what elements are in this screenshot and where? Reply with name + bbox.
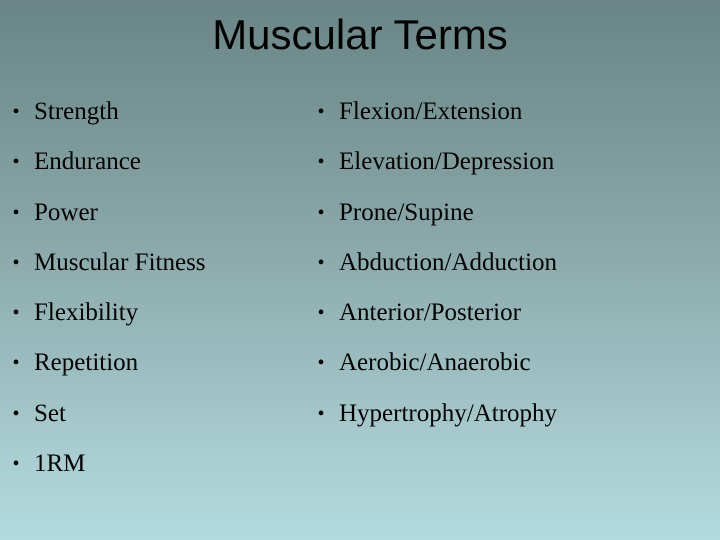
list-item-label: Elevation/Depression: [339, 148, 555, 176]
list-item: [8, 235, 298, 285]
list-item: [8, 84, 298, 134]
left-bullet-list: [8, 84, 298, 486]
bullet-icon: •: [12, 251, 20, 274]
bullet-icon: •: [317, 101, 325, 123]
list-item: [8, 185, 298, 235]
bullet-icon: •: [12, 352, 20, 375]
bullet-icon: •: [317, 302, 325, 325]
bullet-icon: •: [12, 453, 20, 476]
list-item-label: Aerobic/Anaerobic: [339, 349, 531, 377]
bullet-icon: •: [317, 352, 325, 375]
list-item-label: Repetition: [34, 349, 139, 377]
list-item-label: Endurance: [34, 148, 141, 176]
list-item: [313, 134, 713, 184]
list-item-label: Prone/Supine: [339, 198, 474, 226]
bullet-icon: •: [317, 151, 325, 174]
list-item-label: Muscular Fitness: [34, 248, 206, 276]
list-item: [313, 285, 713, 335]
right-bullet-list: [313, 84, 713, 436]
list-item-label: 1RM: [34, 450, 86, 478]
bullet-icon: •: [12, 402, 20, 425]
list-item: [313, 335, 713, 385]
list-item: [313, 235, 713, 285]
bullet-icon: •: [317, 402, 325, 425]
bullet-icon: •: [12, 101, 20, 123]
bullet-icon: •: [12, 151, 20, 174]
list-item-label: Abduction/Adduction: [339, 248, 558, 276]
list-item: [313, 185, 713, 235]
list-item: [313, 386, 713, 436]
slide-title: Muscular Terms: [212, 11, 508, 58]
list-item-label: Flexion/Extension: [339, 98, 523, 125]
list-item: [8, 285, 298, 335]
list-item-label: Flexibility: [34, 299, 139, 327]
bullet-icon: •: [317, 251, 325, 274]
list-item-label: Set: [34, 399, 66, 427]
list-item: [313, 84, 713, 134]
list-item-label: Power: [34, 198, 98, 226]
bullet-icon: •: [12, 302, 20, 325]
list-item: [8, 386, 298, 436]
bullet-icon: •: [317, 201, 325, 224]
list-item-label: Strength: [34, 98, 119, 125]
bullet-icon: •: [12, 201, 20, 224]
list-item-label: Hypertrophy/Atrophy: [339, 399, 558, 427]
list-item: [8, 436, 298, 486]
list-item: [8, 335, 298, 385]
list-item: [8, 134, 298, 184]
list-item-label: Anterior/Posterior: [339, 299, 521, 327]
